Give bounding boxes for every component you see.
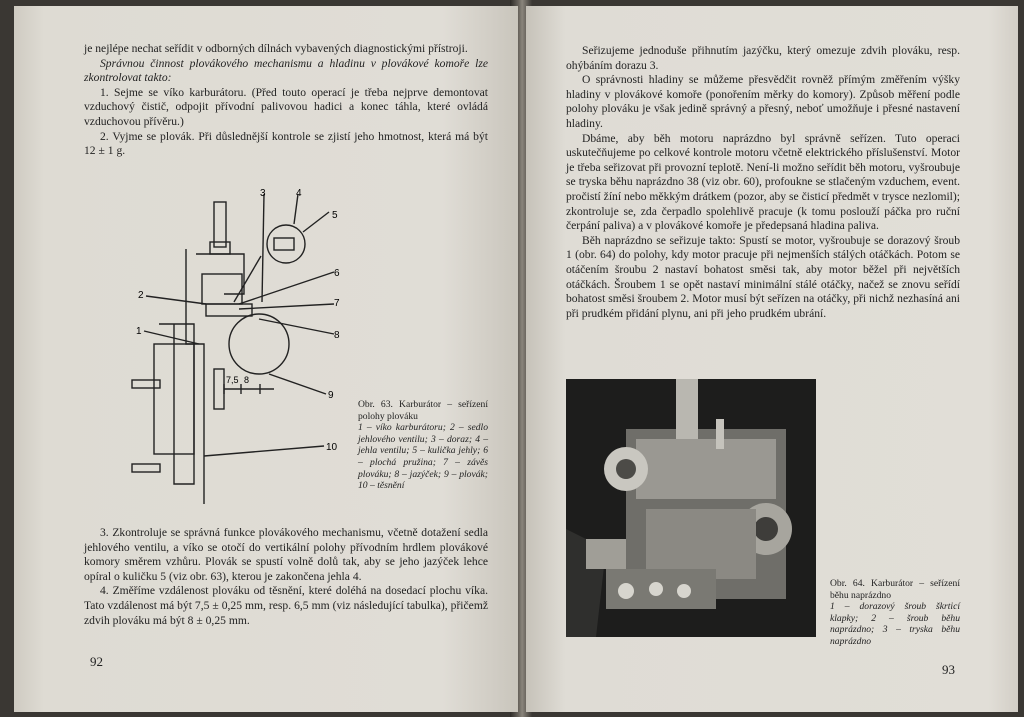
paragraph: 4. Změříme vzdálenost plováku od těsnění, které doléhá na dosedací plochu víka. Tato vzdálenost má být 7,5 ± 0,25 mm, resp. 6,5 mm (viz následující tabulka), přičemž zdvih plováku má být 8 ± 0,25 mm. [84, 584, 488, 627]
paragraph: O správnosti hladiny se můžeme přesvědčit rovněž přímým změřením výšky hladiny v plovákové komoře (ponořením měrky do komory). Způsob měření podle polohy plováku je však jedině správný a přesný, neboť umožňuje i přesné nastavení hladiny. [566, 73, 960, 130]
left-top-text [84, 42, 488, 159]
caption-legend: 1 – víko karburátoru; 2 – sedlo jehlového ventilu; 3 – doraz; 4 – jehla ventilu; 5 – kulička jehly; 6 – plochá pružina; 7 – závěs plováku; 8 – jazýček; 9 – plovák; 10 – těsnění [358, 422, 488, 492]
dimension-label: 8 [244, 375, 250, 385]
carburetor-photo [566, 379, 816, 637]
caption-legend: 1 – dorazový šroub škrticí klapky; 2 – šroub běhu naprázdno; 3 – tryska běhu naprázdno [830, 601, 960, 647]
figure-label: 7 [334, 298, 340, 309]
left-bottom-text [84, 526, 488, 628]
figure-63-caption [358, 399, 488, 492]
page-number: 92 [90, 654, 103, 669]
figure-label: 5 [332, 210, 338, 221]
left-page [14, 6, 518, 712]
paragraph: 3. Zkontroluje se správná funkce plovákového mechanismu, včetně dotažení sedla jehlového ventilu, a víko se otočí do vertikální polohy přívodním hrdlem plovákové komory směrem vzhůru. Plovák se spustí volně dolů tak, aby se jeho jazýček lehce opíral o kuličku 5 (viz obr. 63), kterou je zakončena jehla 4. [84, 526, 488, 583]
figure-label: 2 [138, 290, 144, 301]
caption-title: Obr. 63. Karburátor – seřízení polohy plováku [358, 399, 488, 422]
carburetor-diagram [114, 184, 344, 504]
dimension-label: 7,5 [226, 375, 239, 385]
figure-label: 10 [326, 442, 338, 453]
right-top-text [566, 44, 960, 321]
paragraph: Dbáme, aby běh motoru naprázdno byl správně seřízen. Tuto operaci uskutečňujeme po celkové kontrole motoru včetně elektrického příslušenství. Motor je třeba seřizovat při provozní teplotě. Není-li možno seřídit běh motoru, vyšroubuje se tryska běhu naprázdno 38 (viz obr. 60), profoukne se stlačeným vzduchem, event. pročistí žíní nebo měkkým drátkem (pozor, aby se čisticí předmět v trysce nezlomil); zkontroluje se, zda čerpadlo spolehlivě pracuje (k tomu poslouží páčka pro ruční čerpání paliva) a v plovákové komoře je předepsaná hladina paliva. [566, 131, 960, 233]
paragraph: je nejlépe nechat seřídit v odborných dílnách vybavených diagnostickými přístroji. [84, 42, 468, 55]
figure-label: 8 [334, 330, 340, 341]
paragraph: 1. Sejme se víko karburátoru. (Před touto operací je třeba nejprve demontovat vzduchový čistič, odpojit přívodní palivovou hadici a konec táhla, které ovládá vzduchovou přívěru.) [84, 85, 488, 128]
figure-label: 1 [136, 326, 142, 337]
figure-label: 9 [328, 390, 334, 401]
paragraph: 2. Vyjme se plovák. Při důslednější kontrole se zjistí jeho hmotnost, která má být 12 ± 1 g. [84, 129, 488, 158]
right-page [526, 6, 1018, 712]
figure-64-caption [830, 578, 960, 648]
figure-label: 3 [260, 188, 266, 199]
page-number: 93 [942, 662, 955, 677]
figure-label: 4 [296, 188, 302, 199]
figure-label: 6 [334, 268, 340, 279]
paragraph: Seřizujeme jednoduše přihnutím jazýčku, který omezuje zdvih plováku, resp. ohýbáním dorazu 3. [566, 44, 960, 72]
paragraph: Správnou činnost plovákového mechanismu a hladinu v plovákové komoře lze zkontrolovat takto: [84, 56, 488, 85]
caption-title: Obr. 64. Karburátor – seřízení běhu naprázdno [830, 578, 960, 601]
paragraph: Běh naprázdno se seřizuje takto: Spustí se motor, vyšroubuje se dorazový šroub 1 (obr. 64) do polohy, kdy motor pracuje při nejmenších stálých otáčkách. Potom se otáčením šroubu 2 nastaví bohatost směsi tak, aby motor běžel při největších otáčkách. Šroubem 1 se opět nastaví minimální stálé otáčky, načež se znovu seřídí bohatost směsi šroubem 2. Motor musí být seřízen na otáčky, při nichž nezhasíná ani při prudkém přidání plynu, ani při jeho prudkém ubrání. [566, 233, 960, 320]
